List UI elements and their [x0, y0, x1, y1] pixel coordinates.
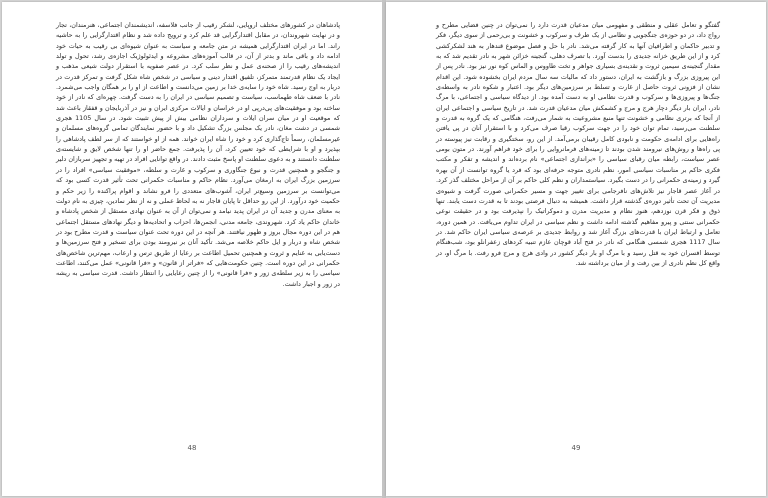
left-page-body-text: پادشاهان در کشورهای مختلف اروپایی، لشکر رقیب از جانب فلاسفه، اندیشمندان اجتماعی، هنرمندان، تجار و در نهایت شهروندان، در مقابل اقتدارگرایی قد علم کرد و ترویج داده شد و نظام اقتدارگرایی را به حاشیه راند. اما در ایران اقتدارگرایی همیشه در متن جامعه و سیاست به عنوان شیوه‌ای بی رقیب به حیات خود ادامه داد و باقی ماند و بدتر از آن، در قالب آموزه‌های مشروعه و ایدئولوژیک اجازه‌ی رشد، تحول و تولد اندیشه‌های رقیب را از صحنه‌ی عمل و نظر سلب کرد. در عصر صفویه با استقرار دولت شیعی مذهب و ایجاد یک نظام قدرتمند متمرکز، تلفیق اقتدار دینی و سیاسی در شخص شاه شکل گرفت و تمرکز قدرت در دربار به اوج رسید. شاه خود را سایه‌ی خدا بر زمین می‌دانست و اطاعت از او را بر همگان واجب می‌شمرد. نادر با ضعف شاه طهماسب، سیاست و تصمیم سیاسی در ایران را به دست گرفت. چهره‌ای که نادر از خود ساخته بود و موفقیت‌های پی‌درپی او در خراسان و ایالات مرکزی ایران و نیز در آذربایجان و قفقاز باعث شد که موقعیت او در میان سران ایلات و سرداران نظامی بیش از پیش تثبیت شود. در سال 1105 هجری شمسی در دشت مغان، نادر یک مجلس بزرگ تشکیل داد و با حضور نمایندگان تمامی گروه‌های مسلمان و غیرمسلمان، رسماً تاج‌گذاری کرد و خود را شاه ایران خواند. همه از او خواستند که از سر لطف پادشاهی را بپذیرد و او با شرایطی که خود تعیین کرد، آن را پذیرفت. جمع حاضر او را تنها شخص لایق و شایسته‌ی سلطنت دانستند و به دعوی سلطنت او پاسخ مثبت دادند. در واقع توانایی افراد در تهیه و تجهیز سربازان دلیر و جنگجو و همچنین قدرت و نبوغ جنگاوری و سرکوب و غارت و سلطه، «موفقیت سیاسی» افراد را در سرزمین بزرگ ایران به ارمغان می‌آورد. نظام حاکم و مناسبات حکمرانی تحت تأثیر قدرت کسی بود که می‌توانست بر سرزمین وسیع‌تر ایران، آشوب‌های متعددی را فرو نشاند و اقوام پراکنده را زیر حکم و حکمیت خود درآورد. از این رو حداقل تا پایان قاجار نه به لحاظ عملی و نه از نظر نمادین، چیزی به نام دولت به معنای مدرن و جدید آن در ایران پدید نیامد و نمی‌توان از آن به عنوان نهادی مستقل از شخص پادشاه و خاندان حاکم یاد کرد. شهروندی، جامعه مدنی، انجمن‌ها، احزاب و اتحادیه‌ها و دیگر نهادهای مستقل اجتماعی هم در این دوره مجال بروز و ظهور نیافتند. هر آنچه در این دوره تحت عنوان سیاست و قدرت مطرح بود در شخص شاه و دربار و ایل حاکم خلاصه می‌شد. تأکید آنان بر نیرومند بودن برای تسخیر و فتح سرزمین‌ها و دست‌یابی به غنایم و ثروت و همچنین تحمیل اطاعت بر رعایا از طریق ترس و ارعاب، مهم‌ترین شاخص‌های حکمرانی در این دوره است. چنین حکومت‌هایی که «فراتر از قانون» و «فرا قانونی» عمل می‌کنند، اطاعت سیاسی را به زیر سلطه‌ی زور و «فرا قانونی» را از چنین رعایایی را انتظار داشت. قدرت سیاسی به ریشه در زور و اجبار داشت. [56, 21, 340, 288]
right-page-body-text: گفتگو و تعامل عقلی و منطقی و مفهومی میان مدعیان قدرت دارد را نمی‌توان در چنین فضایی مطرح و رواج داد، در دو حوزه‌ی جنگجویی و نظامی از یک طرف و سرکوب و خشونت و بی‌رحمی از سوی دیگر، فکر و تدبیر حاکمان و اطرافیان آنها به کار گرفته می‌شد. نادر با حل و فصل موضوع قندهار به هند لشکرکشی کرد و از این طریق خزانه جدیدی را بدست آورد. با تصرف دهلی، گنجینه خزائن شهر به نادر تقدیم شد که به مقدار گنجینه‌ی سیمین ثروت و نقدینه‌ی بسیاری جواهر و تخت طاووس و الماس کوه نور نیز بود. نادر پس از این پیروزی بزرگ و بازگشت به ایران، دستور داد که مالیات سه سال مردم ایران بخشوده شود. این اقدام نشان از فزونی ثروت حاصل از غارت و تسلط بر سرزمین‌های دیگر بود. اعتبار و شکوه نادر به واسطه‌ی جنگ‌ها و پیروزی‌ها و سرکوب و قدرت نظامی او به دست آمده بود. از دیدگاه سیاسی و اجتماعی، با مرگ نادر، ایران بار دیگر دچار هرج و مرج و کشمکش میان مدعیان قدرت شد. در تاریخ سیاسی و اجتماعی ایران از آنجا که برتری نظامی و خشونت تنها منبع مشروعیت به شمار می‌رفت، هنگامی که یک گروه به قدرت و سلطنت می‌رسید، تمام توان خود را در جهت سرکوب رقبا صرف می‌کرد و با استقرار آنان در پی یافتن راه‌هایی برای ادامه‌ی حکومت و نابودی کامل رقیبان برمی‌آمد. از این رو، سختگیری و رقابت نیز پیوسته در پی راه‌ها و روش‌های نیرومند شدن بودند تا زمینه‌های فرمانروایی را برای خود فراهم آورند. در متون بومی عصر سیاست، رابطه میان رقبای سیاسی را «براندازی اجتماعی» نام برده‌اند و اندیشه و تفکر و مکتب فکری حاکم بر مناسبات سیاسی امور، نظم نادری متوجه حرفه‌ای بود که فرد یا گروه توانست از آن بهره گیرد و زمینه‌ی حکمرانی را در دست بگیرد. سیاستمداران و نظم کلی حاکم بر آن از مراحل مختلف گذر کرد. در آغاز عصر قاجار نیز تلاش‌های نافرجامی برای تغییر جهت و مسیر حکمرانی صورت گرفت و شیوه‌ی مدیریت آن تحت تأثیر دوره‌ی گذشته قرار داشت. همیشه به دنبال فرصتی بودند تا به قدرت دست یابند. تنها ذوق و فکر قرن نوزدهم، هنوز نظام و مدیریت مدرن و دموکراتیک را نپذیرفت بود و در حقیقت نوعی حکمرانی سنتی و پیرو مفاهیم گذشته ادامه داشت و نظم سیاسی در ایران تداوم می‌یافت. در همین دوره، تعامل و ارتباط ایران با قدرت‌های بزرگ آغاز شد و روابط جدیدی بر عرصه‌ی سیاسی ایران حاکم شد. در سال 1117 هجری شمسی هنگامی که نادر در فتح آباد قوچان عازم تنبیه کردهای زعفرانلو بود، شب‌هنگام توسط افسران خود به قتل رسید و با مرگ او بار دیگر کشور در وادی هرج و مرج فرو رفت. با مرگ او، در واقع کل نظم نادری از بین رفت و از میان برداشته شد. [436, 21, 720, 267]
left-page-number: 48 [187, 444, 197, 452]
right-page [386, 2, 766, 496]
left-page [2, 2, 382, 496]
right-page-number: 49 [571, 444, 581, 452]
